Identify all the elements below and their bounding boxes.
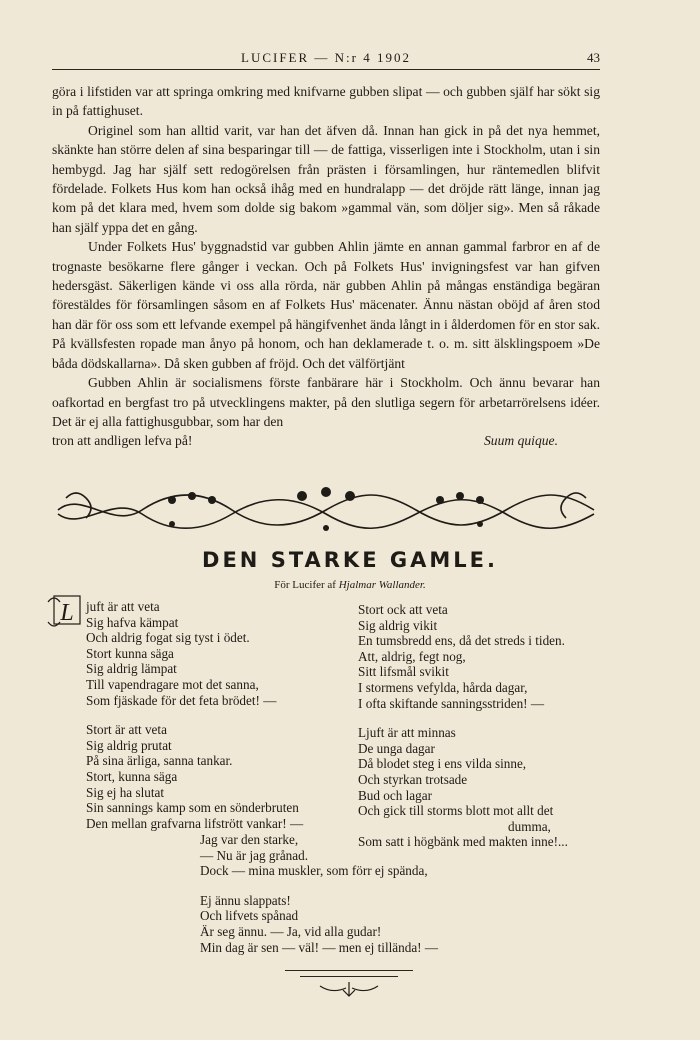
poem-line: En tumsbredd ens, då det streds i tiden. — [358, 633, 565, 649]
poem-line: Är seg ännu. — Ja, vid alla gudar! — [200, 923, 382, 939]
poem-line: Den mellan grafvarna lifstrött vankar! — — [86, 815, 304, 831]
ornamental-divider — [52, 486, 600, 534]
poem-line: I stormens vefylda, hårda dagar, — [358, 679, 528, 695]
end-rule-short — [300, 976, 398, 977]
poem-closing-stanzas — [200, 832, 520, 969]
poem-author: Hjalmar Wallander. — [338, 579, 426, 591]
poem-line: De unga dagar — [358, 740, 435, 756]
poem-line: Sin sannings kamp som en sönderbruten — [86, 800, 299, 816]
poem-line: Dock — mina muskler, som förr ej spända, — [200, 863, 428, 879]
poem-line: Och gick till storms blott mot allt det — [358, 803, 554, 819]
poem-line: Och styrkan trotsade — [358, 771, 468, 787]
poem-line: Sig aldrig prutat — [86, 737, 172, 753]
poem-byline — [0, 579, 700, 591]
tailpiece-ornament-icon — [316, 980, 382, 998]
poem-line: Stort kunna säga — [86, 645, 174, 661]
running-head: LUCIFER — N:r 4 1902 — [241, 50, 411, 65]
poem-line: På sina ärliga, sanna tankar. — [86, 753, 233, 769]
poem-line: Ej ännu slappats! — [200, 892, 291, 908]
article-body — [52, 82, 600, 451]
poem-line: Jag var den starke, — [200, 832, 299, 847]
poem-line: Och aldrig fogat sig tyst i ödet. — [86, 630, 250, 646]
poem-line: Min dag är sen — väl! — men ej tillända! — — [200, 939, 439, 955]
poem-line: Sig aldrig vikit — [358, 617, 438, 633]
poem-column-right — [358, 602, 618, 864]
header-rule — [52, 69, 600, 70]
stanza — [86, 722, 346, 831]
poem-line: Sig aldrig lämpat — [86, 661, 177, 677]
poem-line: Då blodet steg i ens vilda sinne, — [358, 756, 527, 772]
poem-line: — Nu är jag grånad. — [200, 847, 309, 863]
stanza — [86, 599, 346, 708]
poem-line: Till vapendragare mot det sanna, — [86, 676, 259, 692]
stanza — [358, 602, 618, 711]
poem-line: Stort, kunna säga — [86, 768, 178, 784]
poem-line: Och lifvets spånad — [200, 908, 299, 924]
paragraph: göra i lifstiden var att springa omkring med knifvarne gubben slipat — och gubben själf har sökt sig in på fattighuset. — [52, 84, 600, 119]
closing-line: tron att andligen lefva på! — [52, 433, 193, 449]
poem-line: Att, aldrig, fegt nog, — [358, 648, 466, 664]
poem-line: Bud och lagar — [358, 787, 432, 803]
poem-line: Sig hafva kämpat — [86, 614, 179, 630]
byline-prefix: För Lucifer af — [274, 579, 336, 591]
poem-line: Som fjäskade för det feta brödet! — — [86, 692, 277, 708]
page-header — [52, 50, 600, 68]
poem-title: DEN STARKE GAMLE. — [202, 548, 498, 572]
poem-line: dumma, — [508, 818, 551, 834]
end-rule — [285, 970, 413, 971]
poem-line: Sitt lifsmål svikit — [358, 664, 449, 680]
stanza — [200, 832, 520, 879]
poem-line: Stort ock att veta — [358, 602, 448, 617]
poem-line: juft är att veta — [86, 599, 160, 614]
poem-line: Ljuft är att minnas — [358, 725, 456, 741]
signature: Suum quique. — [483, 433, 558, 449]
poem-line: Stort är att veta — [86, 722, 167, 738]
poem-column-left — [86, 599, 346, 845]
page-number: 43 — [587, 50, 600, 65]
paragraph: Gubben Ahlin är socialismens förste fanbärare här i Stockholm. Och ännu bevarar han oafkortad en bergfast tro på utvecklingens makter, på den slutliga segern för arbetarrörelsens idéer. Det är ej alla fattighusgubbar, som har den — [52, 375, 600, 429]
paragraph: Originel som han alltid varit, var han det äfven då. Innan han gick in på det nya hemmet, skänkte han större delen af sina besparingar till — de fattiga, visserligen inte i Stockholm, utan i sin hembygd. Jag har själf sett redogörelsen från prästen i församlingen, hur räntemedlen blifvit fördelade. Folkets Hus kom han också ihåg med en hundralapp — det dröjde rätt länge, innan jag kom på det klara med, hvem som dolde sig bakom »gammal vän, som döljer sig». Men så råkade han själf yppa det en gång. — [52, 122, 600, 235]
ornamental-dropcap — [46, 592, 84, 630]
poem-line: Sig ej ha slutat — [86, 784, 165, 800]
poem-line: I ofta skiftande sanningsstriden! — — [358, 695, 545, 711]
closing-line-row — [52, 431, 600, 450]
paragraph: Under Folkets Hus' byggnadstid var gubben Ahlin jämte en annan gammal farbror en af de trognaste besökarne flere gånger i veckan. Och på Folkets Hus' invigningsfest var han gifven hedersgäst. Säkerligen kände vi oss alla rörda, när gubben Ahlin på mångas enständiga begäran förestäldes för församlingen såsom en af Folkets Hus' mäcenater. Ännu nästan oböjd af åren stod han där för oss som ett lefvande exempel på hängifvenhet ända långt in i ålderdomen för en stor sak. På kvällsfesten ropade man ånyo på honom, och han deklamerade t. o. m. sitt älsklingspoem »De båda dödskallarna». Då sken gubben af fröjd. Och det välförtjänt — [52, 239, 600, 371]
dropcap-letter: L — [60, 600, 74, 626]
stanza — [200, 893, 520, 955]
poem-line: Som satt i högbänk med makten inne!... — [358, 834, 568, 850]
